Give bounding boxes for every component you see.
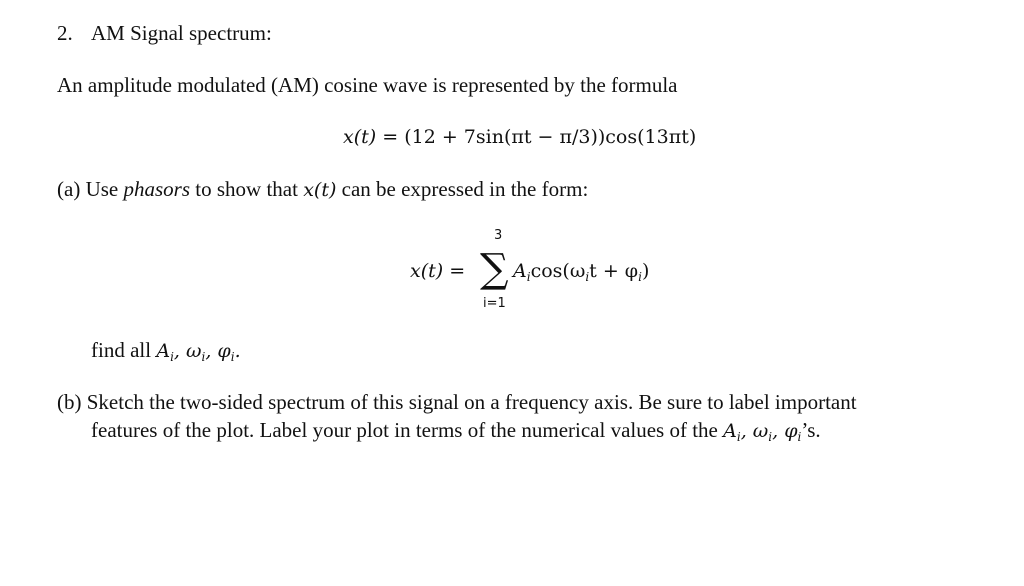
problem-title-text: AM Signal spectrum: [91,21,272,45]
formula2-amp: A [513,260,527,282]
part-b-end: ’s. [801,418,821,442]
find-text: find all [91,338,152,362]
part-b-var-omega: , ω [740,420,769,442]
formula2-sub-3: i [638,270,642,284]
formula2-rhs [513,260,649,284]
part-a-emphasis: phasors [123,177,191,201]
part-a-text-1: Use [85,177,119,201]
find-var-phi: , φ [205,340,231,362]
formula2-lhs: x(t) = [410,260,466,282]
part-b-text-1: Sketch the two-sided spectrum of this signal on a frequency axis. Be sure to label important [86,390,857,414]
find-sub-2: i [201,350,206,364]
summation-symbol: ∑ [480,246,509,292]
part-b-sub-3: i [797,430,802,444]
sum-lower-limit: i=1 [483,296,506,311]
formula1-rhs: (12 + 7sin(πt − π/3))cos(13πt) [404,126,697,148]
am-formula [343,124,696,150]
part-a-text-3: can be expressed in the form: [341,177,589,201]
find-vars [156,340,240,362]
sum-upper-limit: 3 [494,228,503,243]
part-a-math: x(t) [303,179,337,201]
sum-formula [410,226,710,316]
problem-number: 2. [57,21,73,45]
formula2-sub-1: i [526,270,531,284]
part-b-vars [723,420,801,442]
part-b-line-2 [91,417,821,450]
formula2-body-1: cos(ω [530,260,586,282]
formula2-sub-2: i [585,270,590,284]
part-b-label: (b) [57,390,82,414]
part-b-var-phi: , φ [772,420,798,442]
formula1-equals: = [382,126,399,148]
part-a-text [57,176,588,203]
part-a-label: (a) [57,177,81,201]
formula2-body-2: t + φ [589,260,639,282]
formula2-body-3: ) [641,260,650,282]
intro-text: An amplitude modulated (AM) cosine wave is represented by the formula [57,73,678,97]
find-line [91,337,241,370]
part-b-var-a: A [723,420,737,442]
find-var-a: A [156,340,171,362]
formula1-lhs: x(t) [343,126,377,148]
part-b-line-1 [57,389,857,415]
find-sub-3: i [230,350,235,364]
part-b-sub-2: i [768,430,773,444]
find-end: . [234,340,241,362]
part-b-text-2: features of the plot. Label your plot in terms of the numerical values of the [91,418,718,442]
part-b-sub-1: i [736,430,741,444]
part-a-text-2: to show that [195,177,298,201]
problem-title [57,20,272,46]
find-var-omega: , ω [173,340,202,362]
find-sub-1: i [170,350,174,364]
